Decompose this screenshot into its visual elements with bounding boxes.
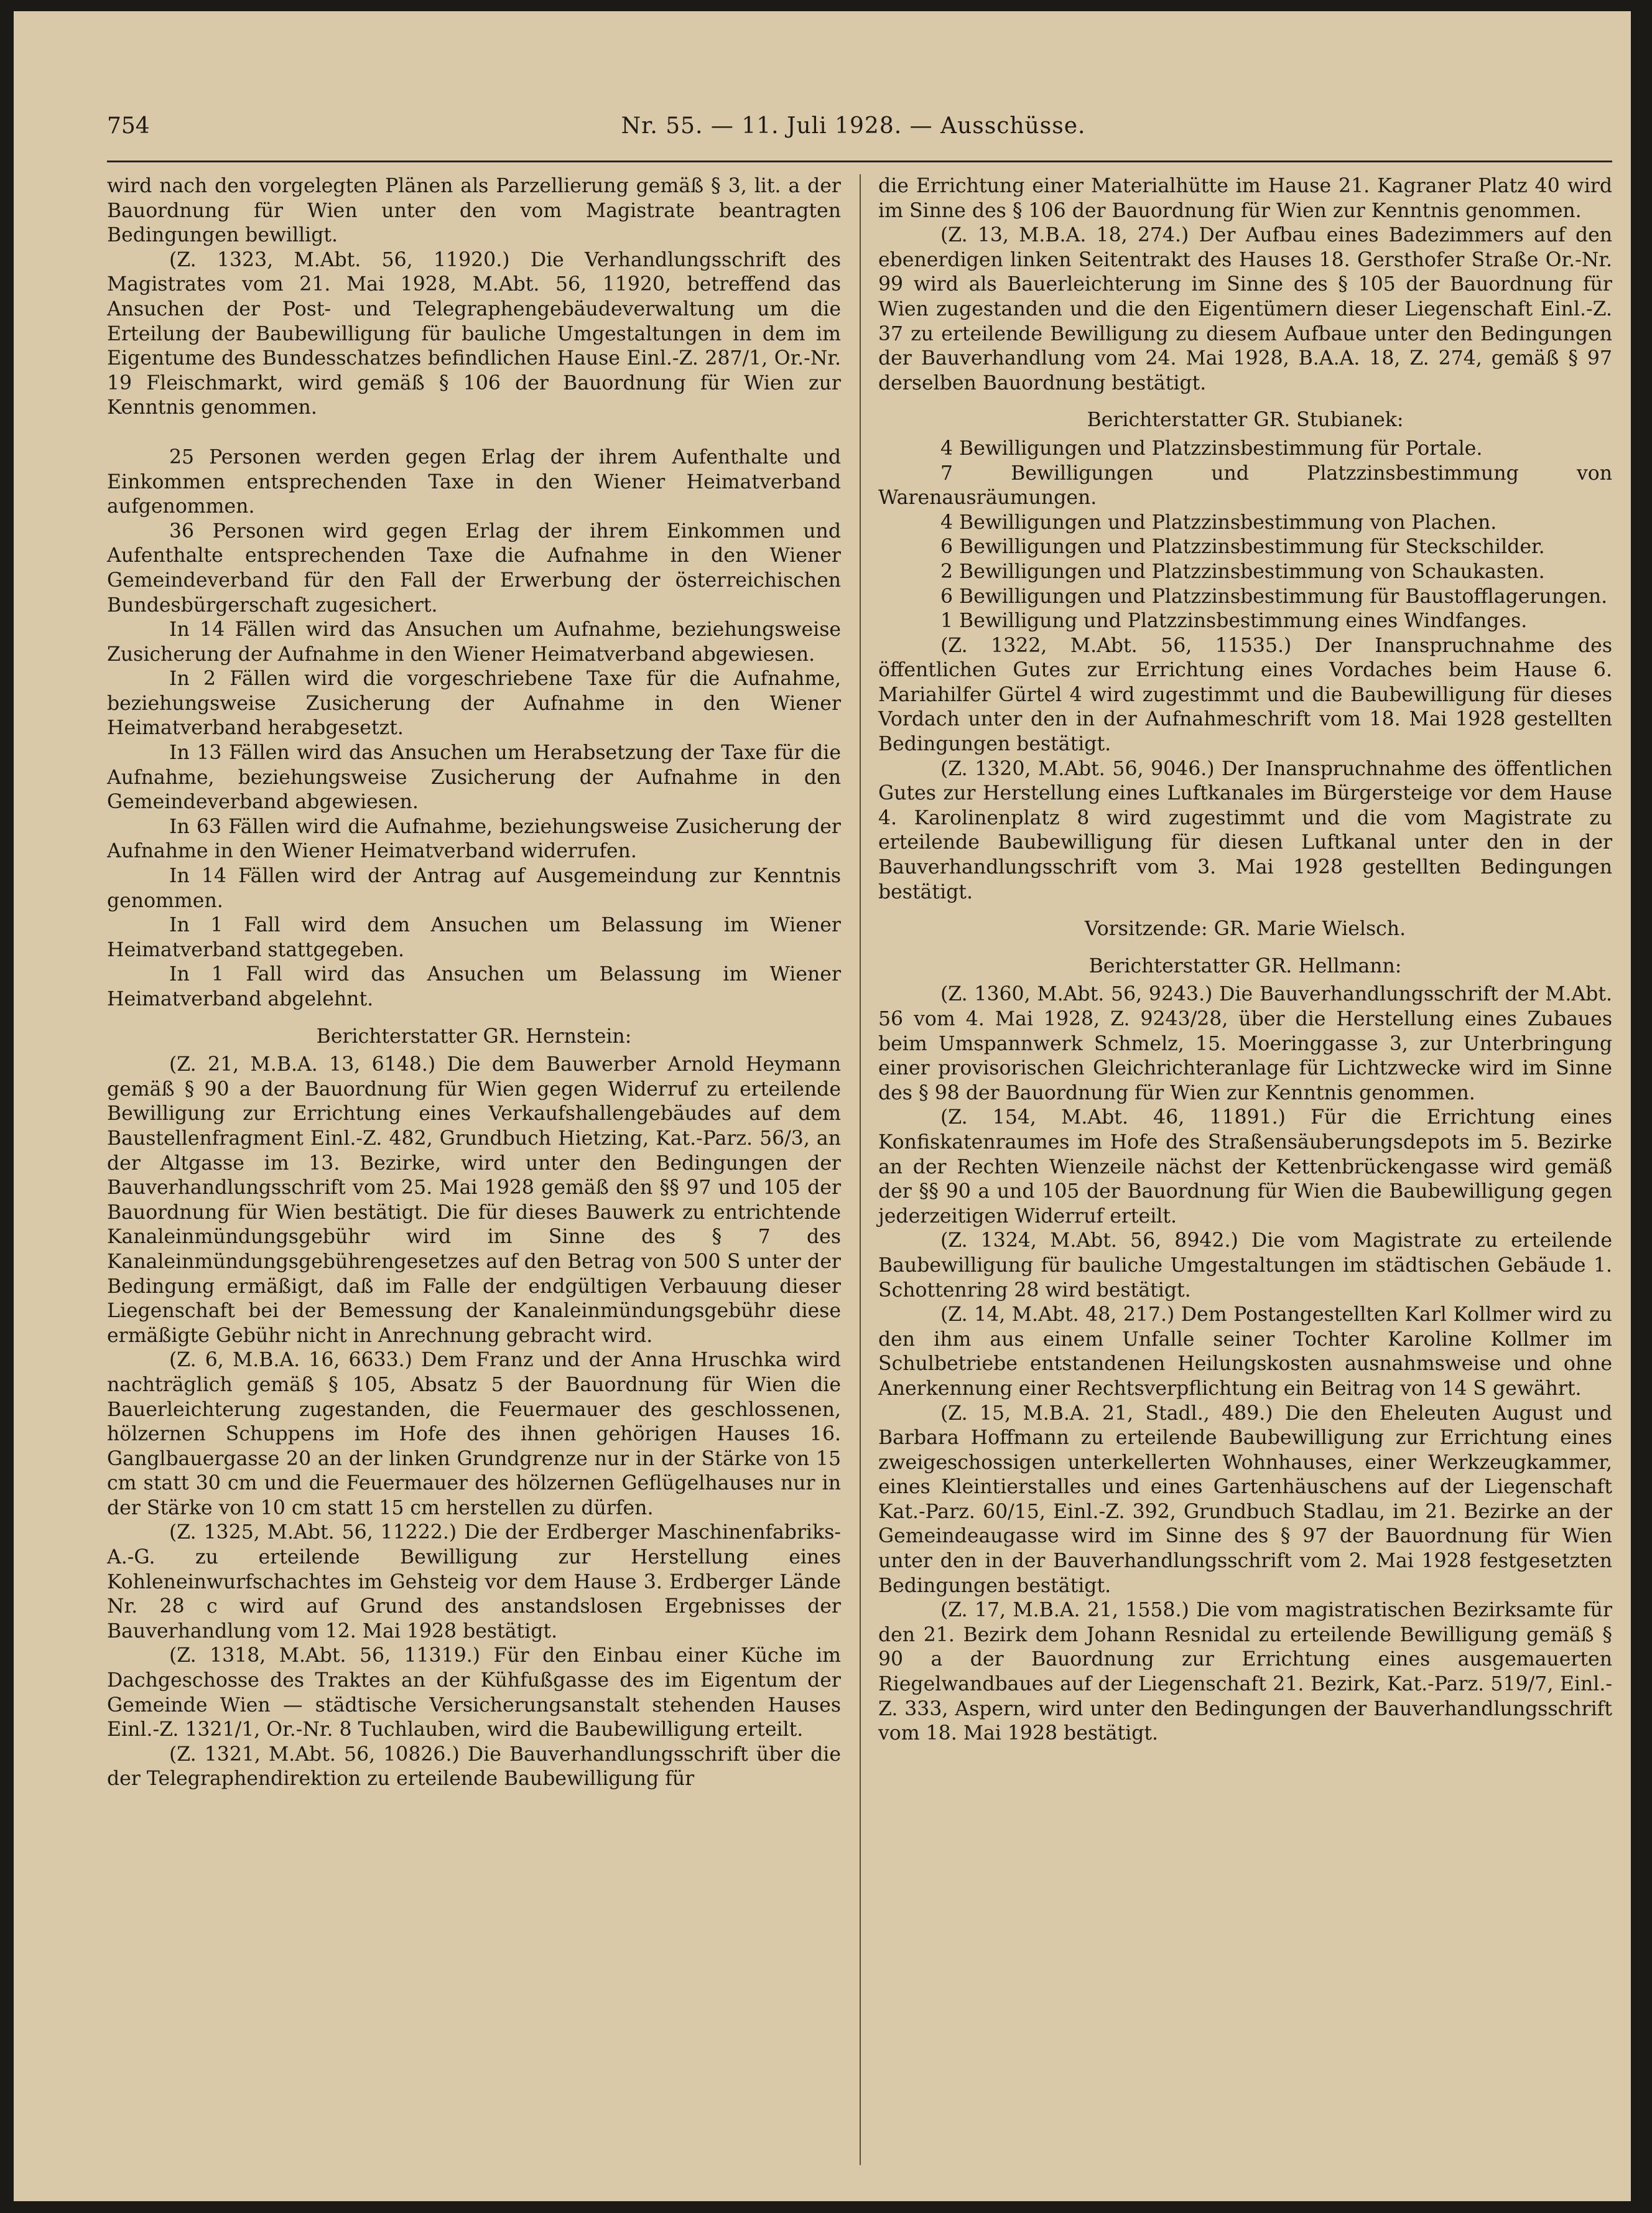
document-page — [14, 11, 1631, 2201]
section-heading: Berichterstatter GR. Hellmann: — [1088, 954, 1402, 977]
header-rule — [107, 161, 1612, 162]
paragraph: 36 Personen wird gegen Erlag der ihrem Einkommen und Aufenthalte entsprechenden Taxe die Aufnahme in den Wiener Gemeindeverband für den Fall der Erwerbung der österreichischen Bundesbürgerschaft zugesichert. — [107, 519, 841, 617]
paragraph: (Z. 15, M.B.A. 21, Stadl., 489.) Die den Eheleuten August und Barbara Hoffmann zu erteilende Baubewilligung zur Errichtung eines zweigeschossigen unterkellerten Wohnhauses, einer Werkzeugkammer, eines Kleintierstalles und eines Gartenhäuschens auf der Liegenschaft Kat.-Parz. 60/15, Einl.-Z. 392, Grundbuch Stadlau, im 21. Bezirke an der Gemeindeaugasse wird im Sinne des § 97 der Bauordnung für Wien unter den in der Bauverhandlungsschrift vom 2. Mai 1928 festgesetzten Bedingungen bestätigt. — [878, 1402, 1612, 1597]
paragraph: (Z. 13, M.B.A. 18, 274.) Der Aufbau eines Badezimmers auf den ebenerdigen linken Seitentrakt des Hauses 18. Gersthofer Straße Or.-Nr. 99 wird als Bauerleichterung im Sinne des § 105 der Bauordnung für Wien zugestanden und die den Eigentümern dieser Liegenschaft Einl.-Z. 37 zu erteilende Bewilligung zu diesem Aufbaue unter den Bedingungen der Bauverhandlung vom 24. Mai 1928, B.A.A. 18, Z. 274, gemäß § 97 derselben Bauordnung bestätigt. — [878, 224, 1612, 394]
list-item: 2 Bewilligungen und Platzzinsbestimmung von Schaukasten. — [940, 560, 1545, 583]
paragraph: die Errichtung einer Materialhütte im Hause 21. Kagraner Platz 40 wird im Sinne des § 106 der Bauordnung für Wien zur Kenntnis genommen. — [878, 175, 1612, 222]
list-item: 4 Bewilligungen und Platzzinsbestimmung von Plachen. — [940, 511, 1497, 534]
paragraph: In 1 Fall wird dem Ansuchen um Belassung im Wiener Heimatverband stattgegeben. — [107, 914, 841, 961]
paragraph: (Z. 1323, M.Abt. 56, 11920.) Die Verhandlungsschrift des Magistrates vom 21. Mai 1928, M.Abt. 56, 11920, betreffend das Ansuchen der Post- und Telegraphengebäudeverwaltung um die Erteilung der Baubewilligung für bauliche Umgestaltungen in dem im Eigentume des Bundesschatzes befindlichen Hause Einl.-Z. 287/1, Or.-Nr. 19 Fleischmarkt, wird gemäß § 106 der Bauordnung für Wien zur Kenntnis genommen. — [107, 248, 841, 419]
paragraph: wird nach den vorgelegten Plänen als Parzellierung gemäß § 3, lit. a der Bauordnung für Wien unter den vom Magistrate beantragten Bedingungen bewilligt. — [107, 175, 841, 247]
paragraph: In 14 Fällen wird der Antrag auf Ausgemeindung zur Kenntnis genommen. — [107, 865, 841, 912]
section-heading: Berichterstatter GR. Hernstein: — [316, 1025, 632, 1048]
paragraph: (Z. 1325, M.Abt. 56, 11222.) Die der Erdberger Maschinenfabriks-A.-G. zu erteilende Bewilligung zur Herstellung eines Kohleneinwurfschachtes im Gehsteig vor dem Hause 3. Erdberger Lände Nr. 28 c wird auf Grund des anstandslosen Ergebnisses der Bauverhandlung vom 12. Mai 1928 bestätigt. — [107, 1521, 841, 1642]
list-item: 6 Bewilligungen und Platzzinsbestimmung für Baustofflagerungen. — [940, 585, 1608, 608]
paragraph: (Z. 21, M.B.A. 13, 6148.) Die dem Bauwerber Arnold Heymann gemäß § 90 a der Bauordnung für Wien gegen Widerruf zu erteilende Bewilligung zur Errichtung eines Verkaufshallengebäudes auf dem Baustellenfragment Einl.-Z. 482, Grundbuch Hietzing, Kat.-Parz. 56/3, an der Altgasse im 13. Bezirke, wird unter den Bedingungen der Bauverhandlungsschrift vom 25. Mai 1928 gemäß den §§ 97 und 105 der Bauordnung für Wien bestätigt. Die für dieses Bauwerk zu entrichtende Kanaleinmündungsgebühr wird im Sinne des § 7 des Kanaleinmündungsgebührengesetzes auf den Betrag von 500 S unter der Bedingung ermäßigt, daß im Falle der endgültigen Verbauung dieser Liegenschaft bei der Bemessung der Kanaleinmündungsgebühr diese ermäßigte Gebühr nicht in Anrechnung gebracht wird. — [107, 1053, 841, 1347]
paragraph: (Z. 1324, M.Abt. 56, 8942.) Die vom Magistrate zu erteilende Baubewilligung für bauliche Umgestaltungen im städtischen Gebäude 1. Schottenring 28 wird bestätigt. — [878, 1229, 1612, 1302]
paragraph: In 14 Fällen wird das Ansuchen um Aufnahme, beziehungsweise Zusicherung der Aufnahme in den Wiener Heimatverband abgewiesen. — [107, 618, 841, 666]
column-divider — [860, 174, 861, 2165]
text-columns — [107, 174, 1612, 2165]
paragraph: (Z. 1322, M.Abt. 56, 11535.) Der Inanspruchnahme des öffentlichen Gutes zur Errichtung eines Vordaches beim Hause 6. Mariahilfer Gürtel 4 wird zugestimmt und die Baubewilligung für dieses Vordach unter den in der Aufnahmeschrift vom 18. Mai 1928 gestellten Bedingungen bestätigt. — [878, 634, 1612, 756]
paragraph: (Z. 1360, M.Abt. 56, 9243.) Die Bauverhandlungsschrift der M.Abt. 56 vom 4. Mai 1928, Z. 9243/28, über die Herstellung eines Zubaues beim Umspannwerk Schmelz, 15. Moeringgasse 3, zur Unterbringung einer provisorischen Gleichrichteranlage für Lichtzwecke wird im Sinne des § 98 der Bauordnung für Wien zur Kenntnis genommen. — [878, 983, 1612, 1104]
chair-heading: Vorsitzende: GR. Marie Wielsch. — [1084, 918, 1406, 941]
list-item: 6 Bewilligungen und Platzzinsbestimmung für Steckschilder. — [940, 536, 1545, 559]
section-heading: Berichterstatter GR. Stubianek: — [1087, 409, 1404, 432]
paragraph: (Z. 154, M.Abt. 46, 11891.) Für die Errichtung eines Konfiskatenraumes im Hofe des Straßensäuberungsdepots im 5. Bezirke an der Rechten Wienzeile nächst der Kettenbrückengasse wird gemäß der §§ 90 a und 105 der Bauordnung für Wien die Baubewilligung gegen jederzeitigen Widerruf erteilt. — [878, 1106, 1612, 1228]
page-title: Nr. 55. — 11. Juli 1928. — Ausschüsse. — [621, 113, 1086, 139]
paragraph: (Z. 17, M.B.A. 21, 1558.) Die vom magistratischen Bezirksamte für den 21. Bezirk dem Johann Resnidal zu erteilende Bewilligung gemäß § 90 a der Bauordnung zur Errichtung eines ausgemauerten Riegelwandbaues auf der Liegenschaft 21. Bezirk, Kat.-Parz. 519/7, Einl.-Z. 333, Aspern, wird unter den Bedingungen der Bauverhandlungsschrift vom 18. Mai 1928 bestätigt. — [878, 1599, 1612, 1745]
page-number: 754 — [107, 113, 150, 139]
paragraph: (Z. 1321, M.Abt. 56, 10826.) Die Bauverhandlungsschrift über die der Telegraphendirektion zu erteilende Baubewilligung für — [107, 1743, 841, 1791]
paragraph: (Z. 1320, M.Abt. 56, 9046.) Der Inanspruchnahme des öffentlichen Gutes zur Herstellung eines Luftkanales im Bürgersteige vor dem Hause 4. Karolinenplatz 8 wird zugestimmt und die vom Magistrate zu erteilende Baubewilligung für diesen Luftkanal unter den in der Bauverhandlungsschrift vom 3. Mai 1928 gestellten Bedingungen bestätigt. — [878, 757, 1612, 903]
paragraph: (Z. 1318, M.Abt. 56, 11319.) Für den Einbau einer Küche im Dachgeschosse des Traktes an der Kühfußgasse des im Eigentum der Gemeinde Wien — städtische Versicherungsanstalt stehenden Hauses Einl.-Z. 1321/1, Or.-Nr. 8 Tuchlauben, wird die Baubewilligung erteilt. — [107, 1644, 841, 1741]
page-header — [107, 105, 1600, 148]
paragraph: In 2 Fällen wird die vorgeschriebene Taxe für die Aufnahme, beziehungsweise Zusicherung der Aufnahme in den Wiener Heimatverband herabgesetzt. — [107, 668, 841, 740]
paragraph: In 63 Fällen wird die Aufnahme, beziehungsweise Zusicherung der Aufnahme in den Wiener Heimatverband widerrufen. — [107, 815, 841, 863]
left-column — [107, 174, 841, 2165]
list-item: 7 Bewilligungen und Platzzinsbestimmung von Warenausräumungen. — [878, 462, 1612, 510]
paragraph: 25 Personen werden gegen Erlag der ihrem Aufenthalte und Einkommen entsprechenden Taxe in den Wiener Heimatverband aufgenommen. — [107, 445, 841, 518]
right-column — [878, 174, 1612, 2165]
paragraph: In 13 Fällen wird das Ansuchen um Herabsetzung der Taxe für die Aufnahme, beziehungsweise Zusicherung der Aufnahme in den Gemeindeverband abgewiesen. — [107, 742, 841, 814]
paragraph: In 1 Fall wird das Ansuchen um Belassung im Wiener Heimatverband abgelehnt. — [107, 963, 841, 1010]
list-item: 4 Bewilligungen und Platzzinsbestimmung für Portale. — [940, 437, 1483, 460]
paragraph: (Z. 14, M.Abt. 48, 217.) Dem Postangestellten Karl Kollmer wird zu den ihm aus einem Unfalle seiner Tochter Karoline Kollmer im Schulbetriebe entstandenen Heilungskosten ausnahmsweise und ohne Anerkennung einer Rechtsverpflichtung ein Beitrag von 14 S gewährt. — [878, 1303, 1612, 1400]
list-item: 1 Bewilligung und Platzzinsbestimmung eines Windfanges. — [940, 610, 1528, 633]
paragraph: (Z. 6, M.B.A. 16, 6633.) Dem Franz und der Anna Hruschka wird nachträglich gemäß § 105, Absatz 5 der Bauordnung für Wien die Bauerleichterung zugestanden, die Feuermauer des geschlossenen, hölzernen Schuppens im Hofe des ihnen gehörigen Hauses 16. Ganglbauergasse 20 an der linken Grundgrenze nur in der Stärke von 15 cm statt 30 cm und die Feuermauer des hölzernen Geflügelhauses nur in der Stärke von 10 cm statt 15 cm herstellen zu dürfen. — [107, 1349, 841, 1519]
